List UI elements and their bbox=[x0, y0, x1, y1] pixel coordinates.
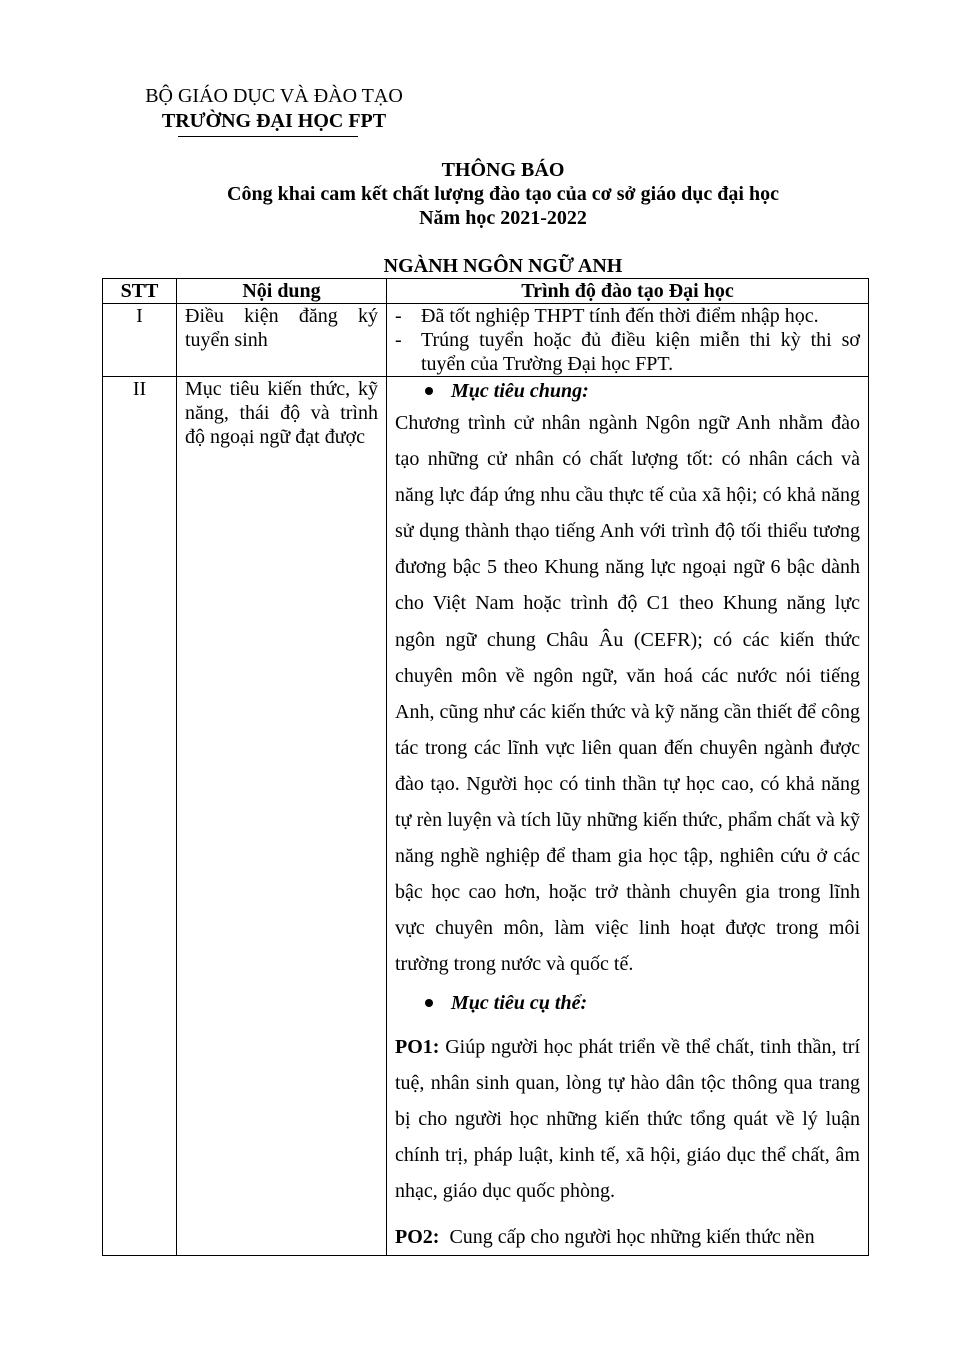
header-content: Nội dung bbox=[177, 279, 387, 304]
po1-text: Giúp người học phát triển về thể chất, tinh thần, trí tuệ, nhân sinh quan, lòng tự hào dân tộc thông qua trang bị cho người học những kiến thức tổng quát về lý luận chính trị, pháp luật, kinh tế, xã hội, giáo dục thể chất, âm nhạc, giáo dục quốc phòng. bbox=[395, 1035, 861, 1202]
po2-text: Cung cấp cho người học những kiến thức nền bbox=[449, 1225, 815, 1248]
dash-marker: - bbox=[395, 305, 402, 327]
notice-title: THÔNG BÁO bbox=[441, 159, 565, 181]
heading-label: Mục tiêu chung: bbox=[451, 380, 589, 402]
notice-subtitle: Công khai cam kết chất lượng đào tạo của cơ sở giáo dục đại học bbox=[227, 183, 779, 205]
academic-year: Năm học 2021-2022 bbox=[419, 207, 587, 229]
major-title: NGÀNH NGÔN NGỮ ANH bbox=[383, 255, 623, 277]
table-row bbox=[103, 304, 869, 377]
po2-paragraph bbox=[395, 1219, 860, 1255]
header-level: Trình độ đào tạo Đại học bbox=[387, 279, 869, 304]
commitment-table bbox=[102, 278, 869, 1256]
table-row bbox=[103, 377, 869, 1256]
school-underline bbox=[178, 136, 358, 137]
general-goal-heading bbox=[395, 379, 860, 403]
header-stt: STT bbox=[103, 279, 177, 304]
requirement-item bbox=[395, 328, 860, 376]
bullet-icon bbox=[425, 999, 433, 1007]
dash-marker: - bbox=[395, 329, 402, 351]
school-name: TRƯỜNG ĐẠI HỌC FPT bbox=[161, 110, 387, 132]
bullet-icon bbox=[425, 387, 433, 395]
training-goals bbox=[387, 377, 869, 1256]
po1-paragraph bbox=[395, 1029, 860, 1209]
row-number: I bbox=[103, 304, 177, 377]
po2-label: PO2: bbox=[395, 1225, 440, 1248]
general-goal-text: Chương trình cử nhân ngành Ngôn ngữ Anh nhằm đào tạo những cử nhân có chất lượng tốt: có nhân cách và năng lực đáp ứng nhu cầu thực tế của xã hội; có khả năng sử dụng thành thạo tiếng Anh với trình độ tối thiểu tương đương bậc 5 theo Khung năng lực ngoại ngữ 6 bậc dành cho Việt Nam hoặc trình độ C1 theo Khung năng lực ngôn ngữ chung Châu Âu (CEFR); có các kiến thức chuyên môn về ngôn ngữ, văn hoá các nước nói tiếng Anh, cũng như các kiến thức và kỹ năng cần thiết để công tác trong các lĩnh vực liên quan đến chuyên ngành được đào tạo. Người học có tinh thần tự học cao, có khả năng tự rèn luyện và tích lũy những kiến thức, phẩm chất và kỹ năng nghề nghiệp để tham gia học tập, nghiên cứu ở các bậc học cao hơn, hoặc trở thành chuyên gia trong lĩnh vực chuyên môn, làm việc linh hoạt được trong môi trường trong nước và quốc tế. bbox=[395, 412, 860, 976]
row-number: II bbox=[103, 377, 177, 1256]
admission-requirements bbox=[387, 304, 869, 377]
table-header-row bbox=[103, 279, 869, 304]
requirement-text: Trúng tuyển hoặc đủ điều kiện miễn thi kỳ thi sơ tuyển của Trường Đại học FPT. bbox=[421, 329, 860, 375]
po1-label: PO1: bbox=[395, 1035, 440, 1058]
specific-goal-heading bbox=[395, 991, 860, 1015]
requirement-item bbox=[395, 304, 860, 328]
row-content: Mục tiêu kiến thức, kỹ năng, thái độ và trình độ ngoại ngữ đạt được bbox=[177, 377, 387, 1256]
ministry-name: BỘ GIÁO DỤC VÀ ĐÀO TẠO bbox=[145, 85, 403, 107]
requirement-text: Đã tốt nghiệp THPT tính đến thời điểm nhập học. bbox=[421, 305, 819, 327]
row-content: Điều kiện đăng ký tuyển sinh bbox=[177, 304, 387, 377]
heading-label: Mục tiêu cụ thể: bbox=[451, 991, 588, 1014]
